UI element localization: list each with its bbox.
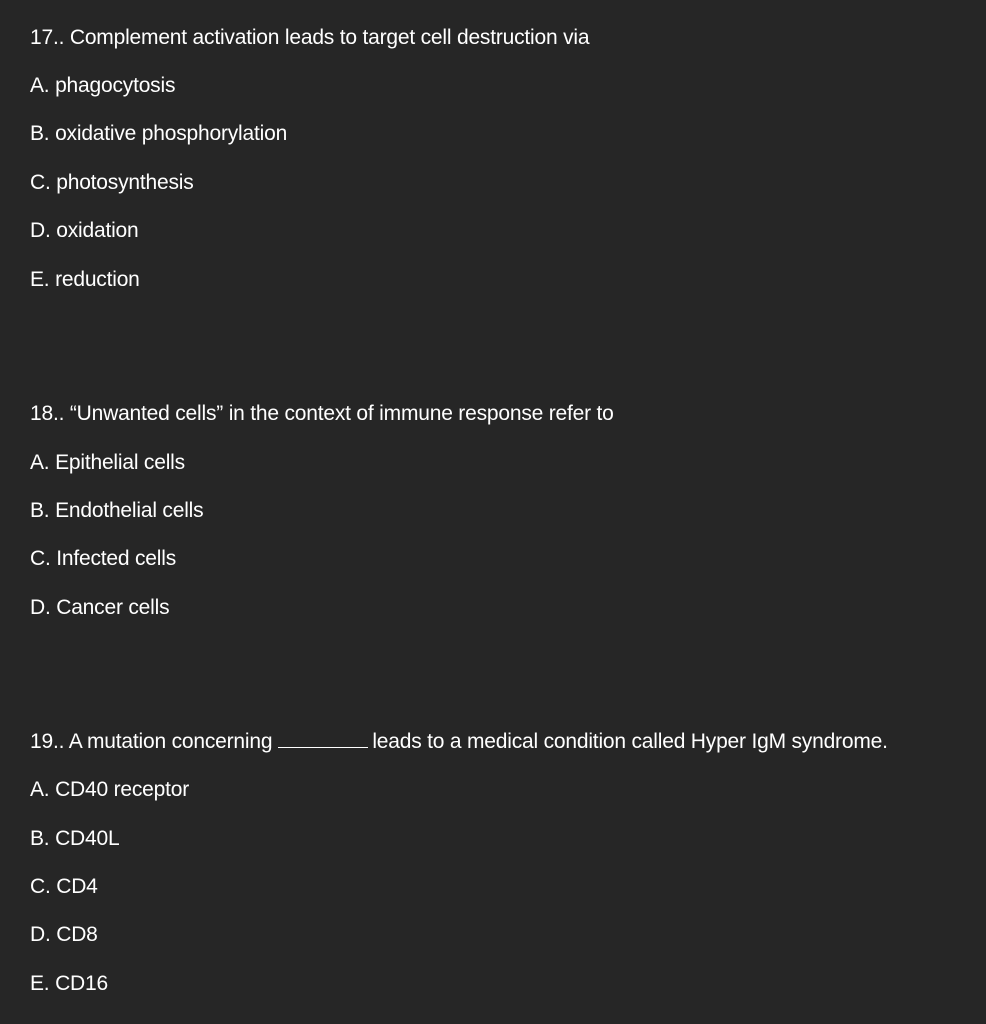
question-18-option-a: A. Epithelial cells <box>30 451 185 474</box>
question-19-option-a: A. CD40 receptor <box>30 778 190 801</box>
question-17-option-a: A. phagocytosis <box>30 74 176 97</box>
question-17-option-e: E. reduction <box>30 268 140 291</box>
question-19-stem-after: leads to a medical condition called Hyper IgM syndrome. <box>372 730 888 753</box>
question-18-option-b: B. Endothelial cells <box>30 499 204 522</box>
question-19-option-c: C. CD4 <box>30 875 98 898</box>
question-17-stem: 17.. Complement activation leads to target cell destruction via <box>30 26 590 49</box>
question-18-option-c: C. Infected cells <box>30 547 176 570</box>
question-19-option-e: E. CD16 <box>30 972 108 995</box>
question-19-option-b: B. CD40L <box>30 827 120 850</box>
question-17-option-d: D. oxidation <box>30 219 139 242</box>
question-19-stem-before: 19.. A mutation concerning <box>30 730 273 753</box>
question-18-stem: 18.. “Unwanted cells” in the context of immune response refer to <box>30 402 614 425</box>
question-18-option-d: D. Cancer cells <box>30 596 170 619</box>
answer-blank <box>278 729 368 748</box>
question-17-option-b: B. oxidative phosphorylation <box>30 122 288 145</box>
question-19-stem <box>30 729 888 755</box>
question-17-option-c: C. photosynthesis <box>30 171 194 194</box>
question-19-option-d: D. CD8 <box>30 923 98 946</box>
